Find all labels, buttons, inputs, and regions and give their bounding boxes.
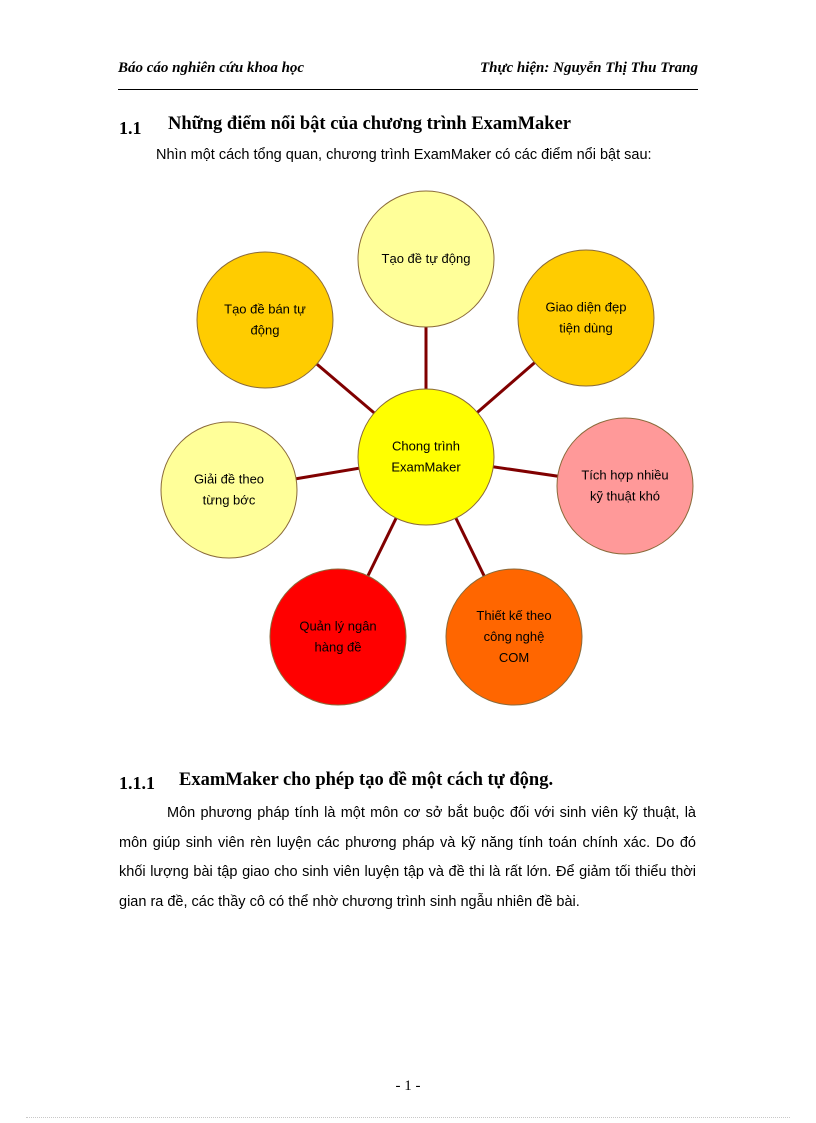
node-bottom-right-label: Thiết kế theo (476, 608, 552, 623)
node-center-label: Chong trình (392, 438, 460, 454)
node-top-right (518, 250, 654, 386)
node-right-label: kỹ thuật khó (589, 488, 661, 504)
node-bottom-left (270, 569, 406, 705)
node-top-left (197, 252, 333, 388)
node-bottom-right (446, 569, 582, 705)
section-number: 1.1 (119, 118, 142, 138)
subsection-number: 1.1.1 (119, 773, 155, 793)
node-right (557, 418, 693, 554)
node-top-left-label: động (250, 322, 280, 338)
node-center (358, 389, 494, 525)
node-center-circle (358, 389, 494, 525)
node-top-left-label: Tạo đề bán tự (224, 301, 306, 317)
section-title: Những điểm nổi bật của chương trình ExamMaker (168, 114, 571, 134)
node-bottom-left-label: hàng đề (314, 639, 362, 655)
header-author: Thực hiện: Nguyễn Thị Thu Trang (479, 60, 698, 76)
node-right-circle (557, 418, 693, 554)
node-center-label: ExamMaker (391, 459, 461, 475)
page-bottom-border (26, 1117, 790, 1118)
node-right-label: Tích hợp nhiều (581, 467, 669, 483)
node-left-label: từng bớc (202, 492, 256, 508)
node-bottom-right-label: công nghệ (483, 629, 545, 644)
node-left-circle (161, 422, 297, 558)
node-top-label: Tạo đề tự động (381, 251, 471, 266)
node-top-left-circle (197, 252, 333, 388)
node-top (358, 191, 494, 327)
node-top-right-label: tiện dùng (559, 320, 613, 336)
node-top-right-label: Giao diện đẹp (545, 299, 627, 315)
node-left-label: Giải đề theo (193, 471, 265, 487)
subsection-title: ExamMaker cho phép tạo đề một cách tự động. (179, 770, 554, 790)
node-bottom-left-label: Quản lý ngân (299, 618, 377, 634)
node-bottom-left-circle (270, 569, 406, 705)
diagram-nodes (161, 191, 693, 705)
node-bottom-right-label: COM (498, 650, 530, 665)
node-left (161, 422, 297, 558)
section-intro: Nhìn một cách tổng quan, chương trình ExamMaker có các điểm nổi bật sau: (156, 147, 652, 163)
page-number: - 1 - (395, 1078, 421, 1094)
header-report-title: Báo cáo nghiên cứu khoa học (118, 60, 305, 76)
subsection-paragraph: Môn phương pháp tính là một môn cơ sở bắt buộc đối với sinh viên kỹ thuật, là môn giúp sinh viên rèn luyện các phương pháp và kỹ năng tính toán chính xác. Do đó khối lượng bài tập giao cho sinh viên luyện tập và đề thi là rất lớn. Để giảm tối thiểu thời gian ra đề, các thầy cô có thể nhờ chương trình sinh ngẫu nhiên đề bài. (119, 805, 696, 910)
node-top-right-circle (518, 250, 654, 386)
